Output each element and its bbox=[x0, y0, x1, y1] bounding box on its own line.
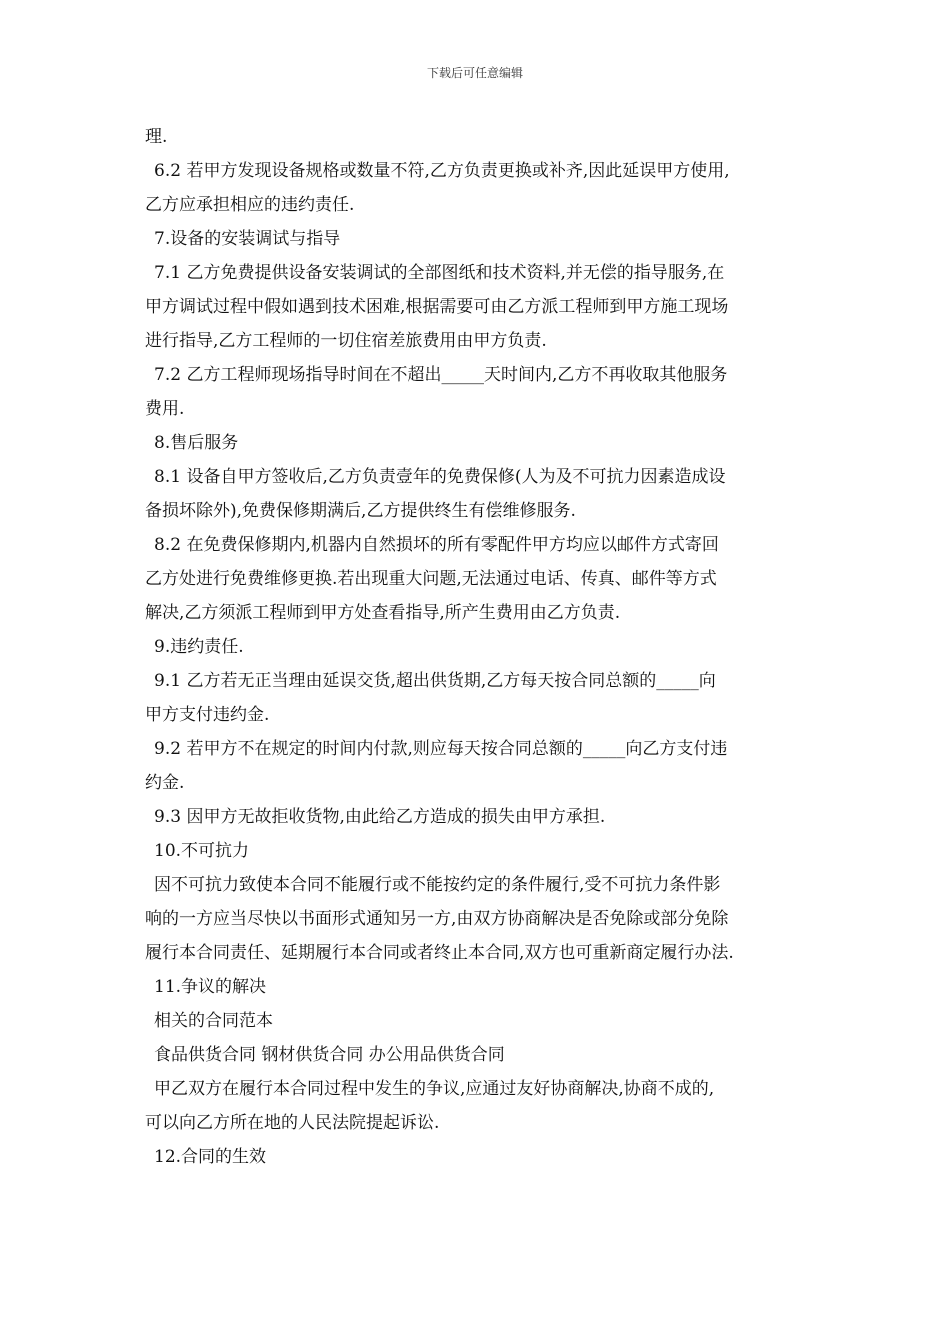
text-line: 费用. bbox=[145, 399, 185, 419]
text-line: 7.2 乙方工程师现场指导时间在不超出_____天时间内,乙方不再收取其他服务 bbox=[154, 365, 728, 385]
text-line: 9.3 因甲方无故拒收货物,由此给乙方造成的损失由甲方承担. bbox=[154, 807, 606, 827]
text-line: 8.1 设备自甲方签收后,乙方负责壹年的免费保修(人为及不可抗力因素造成设 bbox=[154, 467, 726, 487]
text-line: 6.2 若甲方发现设备规格或数量不符,乙方负责更换或补齐,因此延误甲方使用, bbox=[154, 161, 730, 181]
text-line: 备损坏除外),免费保修期满后,乙方提供终生有偿维修服务. bbox=[145, 501, 576, 521]
text-line: 9.违约责任. bbox=[154, 637, 244, 657]
text-line: 解决,乙方须派工程师到甲方处查看指导,所产生费用由乙方负责. bbox=[145, 603, 621, 623]
text-line: 约金. bbox=[145, 773, 185, 793]
text-line: 8.2 在免费保修期内,机器内自然损坏的所有零配件甲方均应以邮件方式寄回 bbox=[154, 535, 719, 555]
text-line: 响的一方应当尽快以书面形式通知另一方,由双方协商解决是否免除或部分免除 bbox=[145, 909, 729, 929]
text-line: 12.合同的生效 bbox=[154, 1147, 267, 1167]
text-line: 食品供货合同 钢材供货合同 办公用品供货合同 bbox=[154, 1045, 505, 1065]
text-line: 9.1 乙方若无正当理由延误交货,超出供货期,乙方每天按合同总额的_____向 bbox=[154, 671, 716, 691]
text-line: 9.2 若甲方不在规定的时间内付款,则应每天按合同总额的_____向乙方支付违 bbox=[154, 739, 728, 759]
text-line: 乙方应承担相应的违约责任. bbox=[145, 195, 355, 215]
text-line: 甲方调试过程中假如遇到技术困难,根据需要可由乙方派工程师到甲方施工现场 bbox=[145, 297, 729, 317]
text-line: 乙方处进行免费维修更换.若出现重大问题,无法通过电话、传真、邮件等方式 bbox=[145, 569, 717, 589]
text-line: 因不可抗力致使本合同不能履行或不能按约定的条件履行,受不可抗力条件影 bbox=[154, 875, 721, 895]
text-line: 甲乙双方在履行本合同过程中发生的争议,应通过友好协商解决,协商不成的, bbox=[154, 1079, 715, 1099]
text-line: 7.1 乙方免费提供设备安装调试的全部图纸和技术资料,并无偿的指导服务,在 bbox=[154, 263, 725, 283]
document-body bbox=[145, 120, 810, 1174]
text-line: 8.售后服务 bbox=[154, 433, 239, 453]
text-line: 相关的合同范本 bbox=[154, 1011, 273, 1031]
text-line: 甲方支付违约金. bbox=[145, 705, 270, 725]
text-line: 履行本合同责任、延期履行本合同或者终止本合同,双方也可重新商定履行办法. bbox=[145, 943, 734, 963]
text-line: 11.争议的解决 bbox=[154, 977, 267, 997]
text-line: 7.设备的安装调试与指导 bbox=[154, 229, 341, 249]
text-line: 10.不可抗力 bbox=[154, 841, 250, 861]
text-line: 进行指导,乙方工程师的一切住宿差旅费用由甲方负责. bbox=[145, 331, 547, 351]
text-line: 理. bbox=[145, 127, 168, 147]
page-header: 下载后可任意编辑 bbox=[426, 66, 523, 80]
text-line: 可以向乙方所在地的人民法院提起诉讼. bbox=[145, 1113, 440, 1133]
